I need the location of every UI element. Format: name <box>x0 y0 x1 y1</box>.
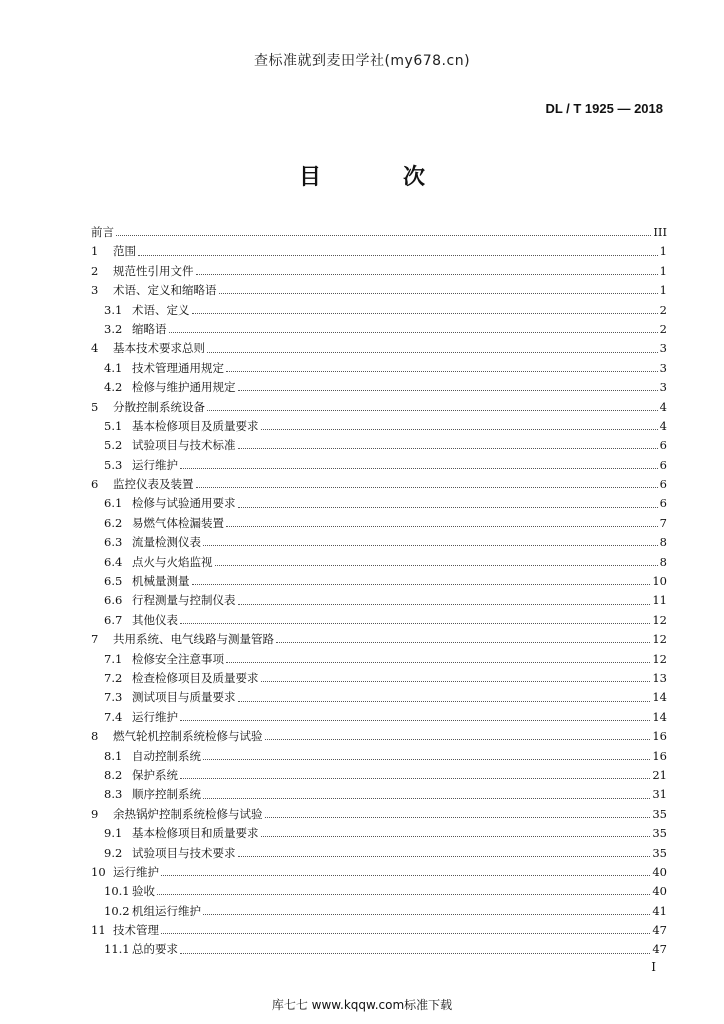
toc-entry-number: 6.6 <box>104 593 123 608</box>
toc-entry[interactable] <box>91 902 667 921</box>
toc-entry-number: 7 <box>91 632 99 647</box>
toc-entry-title: 检修与维护通用规定 <box>132 380 236 395</box>
toc-entry[interactable] <box>91 514 667 533</box>
toc-entry-page: 47 <box>652 923 667 938</box>
toc-dot-leader <box>196 487 658 488</box>
toc-dot-leader <box>238 856 651 857</box>
toc-entry-page: 21 <box>652 767 667 782</box>
toc-entry-title: 监控仪表及装置 <box>113 477 194 492</box>
toc-entry-title: 检查检修项目及质量要求 <box>132 670 259 685</box>
toc-entry[interactable] <box>91 940 667 959</box>
toc-entry-title: 运行维护 <box>132 709 178 724</box>
toc-entry[interactable] <box>91 611 667 630</box>
toc-entry-number: 3.2 <box>104 321 123 336</box>
toc-entry-title: 自动控制系统 <box>132 748 201 763</box>
toc-entry-page: 47 <box>652 942 667 957</box>
toc-dot-leader <box>226 662 650 663</box>
toc-dot-leader <box>161 933 650 934</box>
toc-dot-leader <box>261 836 651 837</box>
toc-entry-page: 7 <box>659 515 667 530</box>
toc-entry-title: 运行维护 <box>132 457 178 472</box>
toc-entry[interactable] <box>91 650 667 669</box>
toc-entry-title: 燃气轮机控制系统检修与试验 <box>113 729 263 744</box>
toc-dot-leader <box>226 371 658 372</box>
toc-entry[interactable] <box>91 262 667 281</box>
toc-entry[interactable] <box>91 494 667 513</box>
toc-entry-page: 14 <box>652 709 667 724</box>
toc-entry-number: 8.2 <box>104 767 123 782</box>
toc-entry-title: 术语、定义 <box>132 302 190 317</box>
toc-entry-title: 运行维护 <box>113 864 159 879</box>
toc-dot-leader <box>215 565 658 566</box>
toc-entry-title: 总的要求 <box>132 942 178 957</box>
toc-entry-number: 2 <box>91 263 99 278</box>
toc-entry-page: 35 <box>652 806 667 821</box>
toc-entry[interactable] <box>91 766 667 785</box>
toc-dot-leader <box>226 526 658 527</box>
toc-entry-page: 1 <box>659 263 667 278</box>
toc-entry-page: 13 <box>652 670 667 685</box>
table-of-contents <box>91 223 667 960</box>
toc-entry[interactable] <box>91 824 667 843</box>
toc-entry[interactable] <box>91 475 667 494</box>
toc-entry-number: 5.1 <box>104 418 123 433</box>
toc-entry-number: 4 <box>91 341 99 356</box>
toc-dot-leader <box>180 623 650 624</box>
toc-entry-page: 31 <box>652 787 667 802</box>
toc-entry-number: 9 <box>91 806 99 821</box>
toc-dot-leader <box>192 584 651 585</box>
toc-entry[interactable] <box>91 281 667 300</box>
toc-entry-page: 4 <box>659 418 667 433</box>
toc-entry-page: 10 <box>652 574 667 589</box>
toc-entry-page: 2 <box>659 321 667 336</box>
toc-entry-page: 35 <box>652 845 667 860</box>
toc-entry[interactable] <box>91 359 667 378</box>
toc-entry-number: 6.1 <box>104 496 123 511</box>
toc-entry-title: 行程测量与控制仪表 <box>132 593 236 608</box>
toc-entry-page: 14 <box>652 690 667 705</box>
toc-title: 目 次 <box>298 165 455 190</box>
toc-entry-title: 试验项目与技术要求 <box>132 845 236 860</box>
toc-dot-leader <box>219 293 658 294</box>
toc-entry-number: 6.7 <box>104 612 123 627</box>
toc-dot-leader <box>169 332 658 333</box>
toc-entry-number: 10 <box>91 864 106 879</box>
toc-dot-leader <box>207 410 658 411</box>
toc-dot-leader <box>180 720 650 721</box>
toc-dot-leader <box>180 953 650 954</box>
toc-entry-title: 分散控制系统设备 <box>113 399 205 414</box>
toc-entry-page: 6 <box>659 438 667 453</box>
toc-entry[interactable] <box>91 533 667 552</box>
toc-entry-title: 点火与火焰监视 <box>132 554 213 569</box>
toc-entry-number: 7.4 <box>104 709 123 724</box>
toc-entry[interactable] <box>91 863 667 882</box>
toc-entry-number: 6.2 <box>104 515 123 530</box>
toc-entry[interactable] <box>91 630 667 649</box>
toc-entry[interactable] <box>91 805 667 824</box>
toc-dot-leader <box>196 274 658 275</box>
toc-entry-page: 1 <box>659 283 667 298</box>
toc-dot-leader <box>261 429 658 430</box>
toc-dot-leader <box>238 604 651 605</box>
toc-entry-title: 技术管理 <box>113 923 159 938</box>
toc-entry[interactable] <box>91 339 667 358</box>
toc-entry-number: 5 <box>91 399 99 414</box>
toc-entry-number: 8.1 <box>104 748 123 763</box>
toc-entry-page: 6 <box>659 496 667 511</box>
toc-entry-title: 基本检修项目和质量要求 <box>132 826 259 841</box>
toc-entry[interactable] <box>91 223 667 242</box>
toc-entry-page: 6 <box>659 477 667 492</box>
toc-entry-page: 35 <box>652 826 667 841</box>
toc-entry[interactable] <box>91 320 667 339</box>
toc-entry[interactable] <box>91 708 667 727</box>
toc-entry-number: 8 <box>91 729 99 744</box>
toc-entry[interactable] <box>91 572 667 591</box>
toc-entry[interactable] <box>91 591 667 610</box>
toc-dot-leader <box>192 313 658 314</box>
toc-entry-page: 2 <box>659 302 667 317</box>
toc-entry-title: 基本检修项目及质量要求 <box>132 418 259 433</box>
toc-entry-number: 11.1 <box>104 942 130 957</box>
toc-entry-page: 12 <box>652 612 667 627</box>
toc-entry[interactable] <box>91 301 667 320</box>
toc-entry-title: 余热锅炉控制系统检修与试验 <box>113 806 263 821</box>
toc-entry[interactable] <box>91 921 667 940</box>
toc-entry-title: 流量检测仪表 <box>132 535 201 550</box>
toc-entry-number: 10.1 <box>104 884 130 899</box>
toc-dot-leader <box>238 701 651 702</box>
toc-entry-number: 6.4 <box>104 554 123 569</box>
toc-entry-page: 16 <box>652 729 667 744</box>
toc-dot-leader <box>265 817 651 818</box>
toc-entry-number: 1 <box>91 244 99 259</box>
toc-dot-leader <box>161 875 650 876</box>
toc-entry-title: 试验项目与技术标准 <box>132 438 236 453</box>
toc-entry[interactable] <box>91 436 667 455</box>
toc-dot-leader <box>238 507 658 508</box>
toc-entry-number: 3.1 <box>104 302 123 317</box>
toc-entry-number: 6.5 <box>104 574 123 589</box>
toc-dot-leader <box>180 468 658 469</box>
toc-entry[interactable] <box>91 417 667 436</box>
toc-entry-page: 3 <box>659 360 667 375</box>
toc-entry-page: 16 <box>652 748 667 763</box>
toc-entry[interactable] <box>91 398 667 417</box>
toc-dot-leader <box>207 352 658 353</box>
footer-text: 库七七 www.kqqw.com标准下载 <box>271 998 453 1012</box>
toc-entry[interactable] <box>91 669 667 688</box>
toc-entry-page: 6 <box>659 457 667 472</box>
toc-entry-title: 检修与试验通用要求 <box>132 496 236 511</box>
toc-entry-page: 12 <box>652 632 667 647</box>
toc-entry-title: 前言 <box>91 225 114 239</box>
toc-entry-number: 7.1 <box>104 651 123 666</box>
toc-entry[interactable] <box>91 727 667 746</box>
toc-entry[interactable] <box>91 688 667 707</box>
toc-entry-title: 检修安全注意事项 <box>132 651 224 666</box>
toc-entry-page: 8 <box>659 535 667 550</box>
toc-entry[interactable] <box>91 844 667 863</box>
toc-entry-title: 易燃气体检漏装置 <box>132 515 224 530</box>
toc-entry-page: 11 <box>652 593 667 608</box>
toc-dot-leader <box>276 642 650 643</box>
toc-entry-page: 3 <box>659 341 667 356</box>
toc-entry-page: 12 <box>652 651 667 666</box>
toc-entry-number: 5.2 <box>104 438 123 453</box>
toc-dot-leader <box>238 390 658 391</box>
toc-entry-number: 8.3 <box>104 787 123 802</box>
toc-entry-number: 9.1 <box>104 826 123 841</box>
toc-entry-page: III <box>653 225 667 239</box>
toc-dot-leader <box>261 681 651 682</box>
toc-entry-number: 10.2 <box>104 903 130 918</box>
toc-entry-number: 6 <box>91 477 99 492</box>
toc-entry-title: 基本技术要求总则 <box>113 341 205 356</box>
toc-entry-page: 41 <box>652 903 667 918</box>
toc-entry-title: 机组运行维护 <box>132 903 201 918</box>
toc-entry-title: 测试项目与质量要求 <box>132 690 236 705</box>
toc-dot-leader <box>138 255 658 256</box>
toc-dot-leader <box>203 545 658 546</box>
toc-entry-number: 7.3 <box>104 690 123 705</box>
toc-entry-number: 4.1 <box>104 360 123 375</box>
standard-code: DL / T 1925 — 2018 <box>545 101 663 116</box>
toc-entry-page: 4 <box>659 399 667 414</box>
toc-entry-title: 技术管理通用规定 <box>132 360 224 375</box>
toc-entry[interactable] <box>91 456 667 475</box>
toc-entry-title: 缩略语 <box>132 321 167 336</box>
toc-entry-page: 3 <box>659 380 667 395</box>
toc-entry[interactable] <box>91 553 667 572</box>
toc-entry[interactable] <box>91 378 667 397</box>
toc-entry-title: 规范性引用文件 <box>113 263 194 278</box>
toc-entry-page: 1 <box>659 244 667 259</box>
toc-entry-title: 其他仪表 <box>132 612 178 627</box>
toc-entry-title: 机械量测量 <box>132 574 190 589</box>
toc-dot-leader <box>265 739 651 740</box>
toc-entry-number: 11 <box>91 923 106 938</box>
toc-entry-title: 顺序控制系统 <box>132 787 201 802</box>
toc-dot-leader <box>238 448 658 449</box>
toc-dot-leader <box>157 894 650 895</box>
toc-dot-leader <box>203 759 650 760</box>
toc-entry-page: 8 <box>659 554 667 569</box>
toc-entry-page: 40 <box>652 884 667 899</box>
toc-entry-number: 4.2 <box>104 380 123 395</box>
toc-entry-title: 术语、定义和缩略语 <box>113 283 217 298</box>
toc-entry-title: 保护系统 <box>132 767 178 782</box>
toc-dot-leader <box>203 798 650 799</box>
toc-entry-number: 6.3 <box>104 535 123 550</box>
toc-entry-title: 验收 <box>132 884 155 899</box>
watermark-header: 查标准就到麦田学社(my678.cn) <box>253 53 471 69</box>
toc-entry-number: 5.3 <box>104 457 123 472</box>
toc-entry-number: 7.2 <box>104 670 123 685</box>
toc-entry-title: 共用系统、电气线路与测量管路 <box>113 632 274 647</box>
toc-entry-number: 9.2 <box>104 845 123 860</box>
toc-entry[interactable] <box>91 747 667 766</box>
toc-entry-title: 范围 <box>113 244 136 259</box>
toc-dot-leader <box>180 778 650 779</box>
toc-entry[interactable] <box>91 882 667 901</box>
toc-entry-page: 40 <box>652 864 667 879</box>
toc-entry-number: 3 <box>91 283 99 298</box>
toc-entry[interactable] <box>91 242 667 261</box>
page-number: I <box>651 960 656 974</box>
toc-dot-leader <box>203 914 650 915</box>
toc-dot-leader <box>116 235 651 236</box>
toc-entry[interactable] <box>91 785 667 804</box>
